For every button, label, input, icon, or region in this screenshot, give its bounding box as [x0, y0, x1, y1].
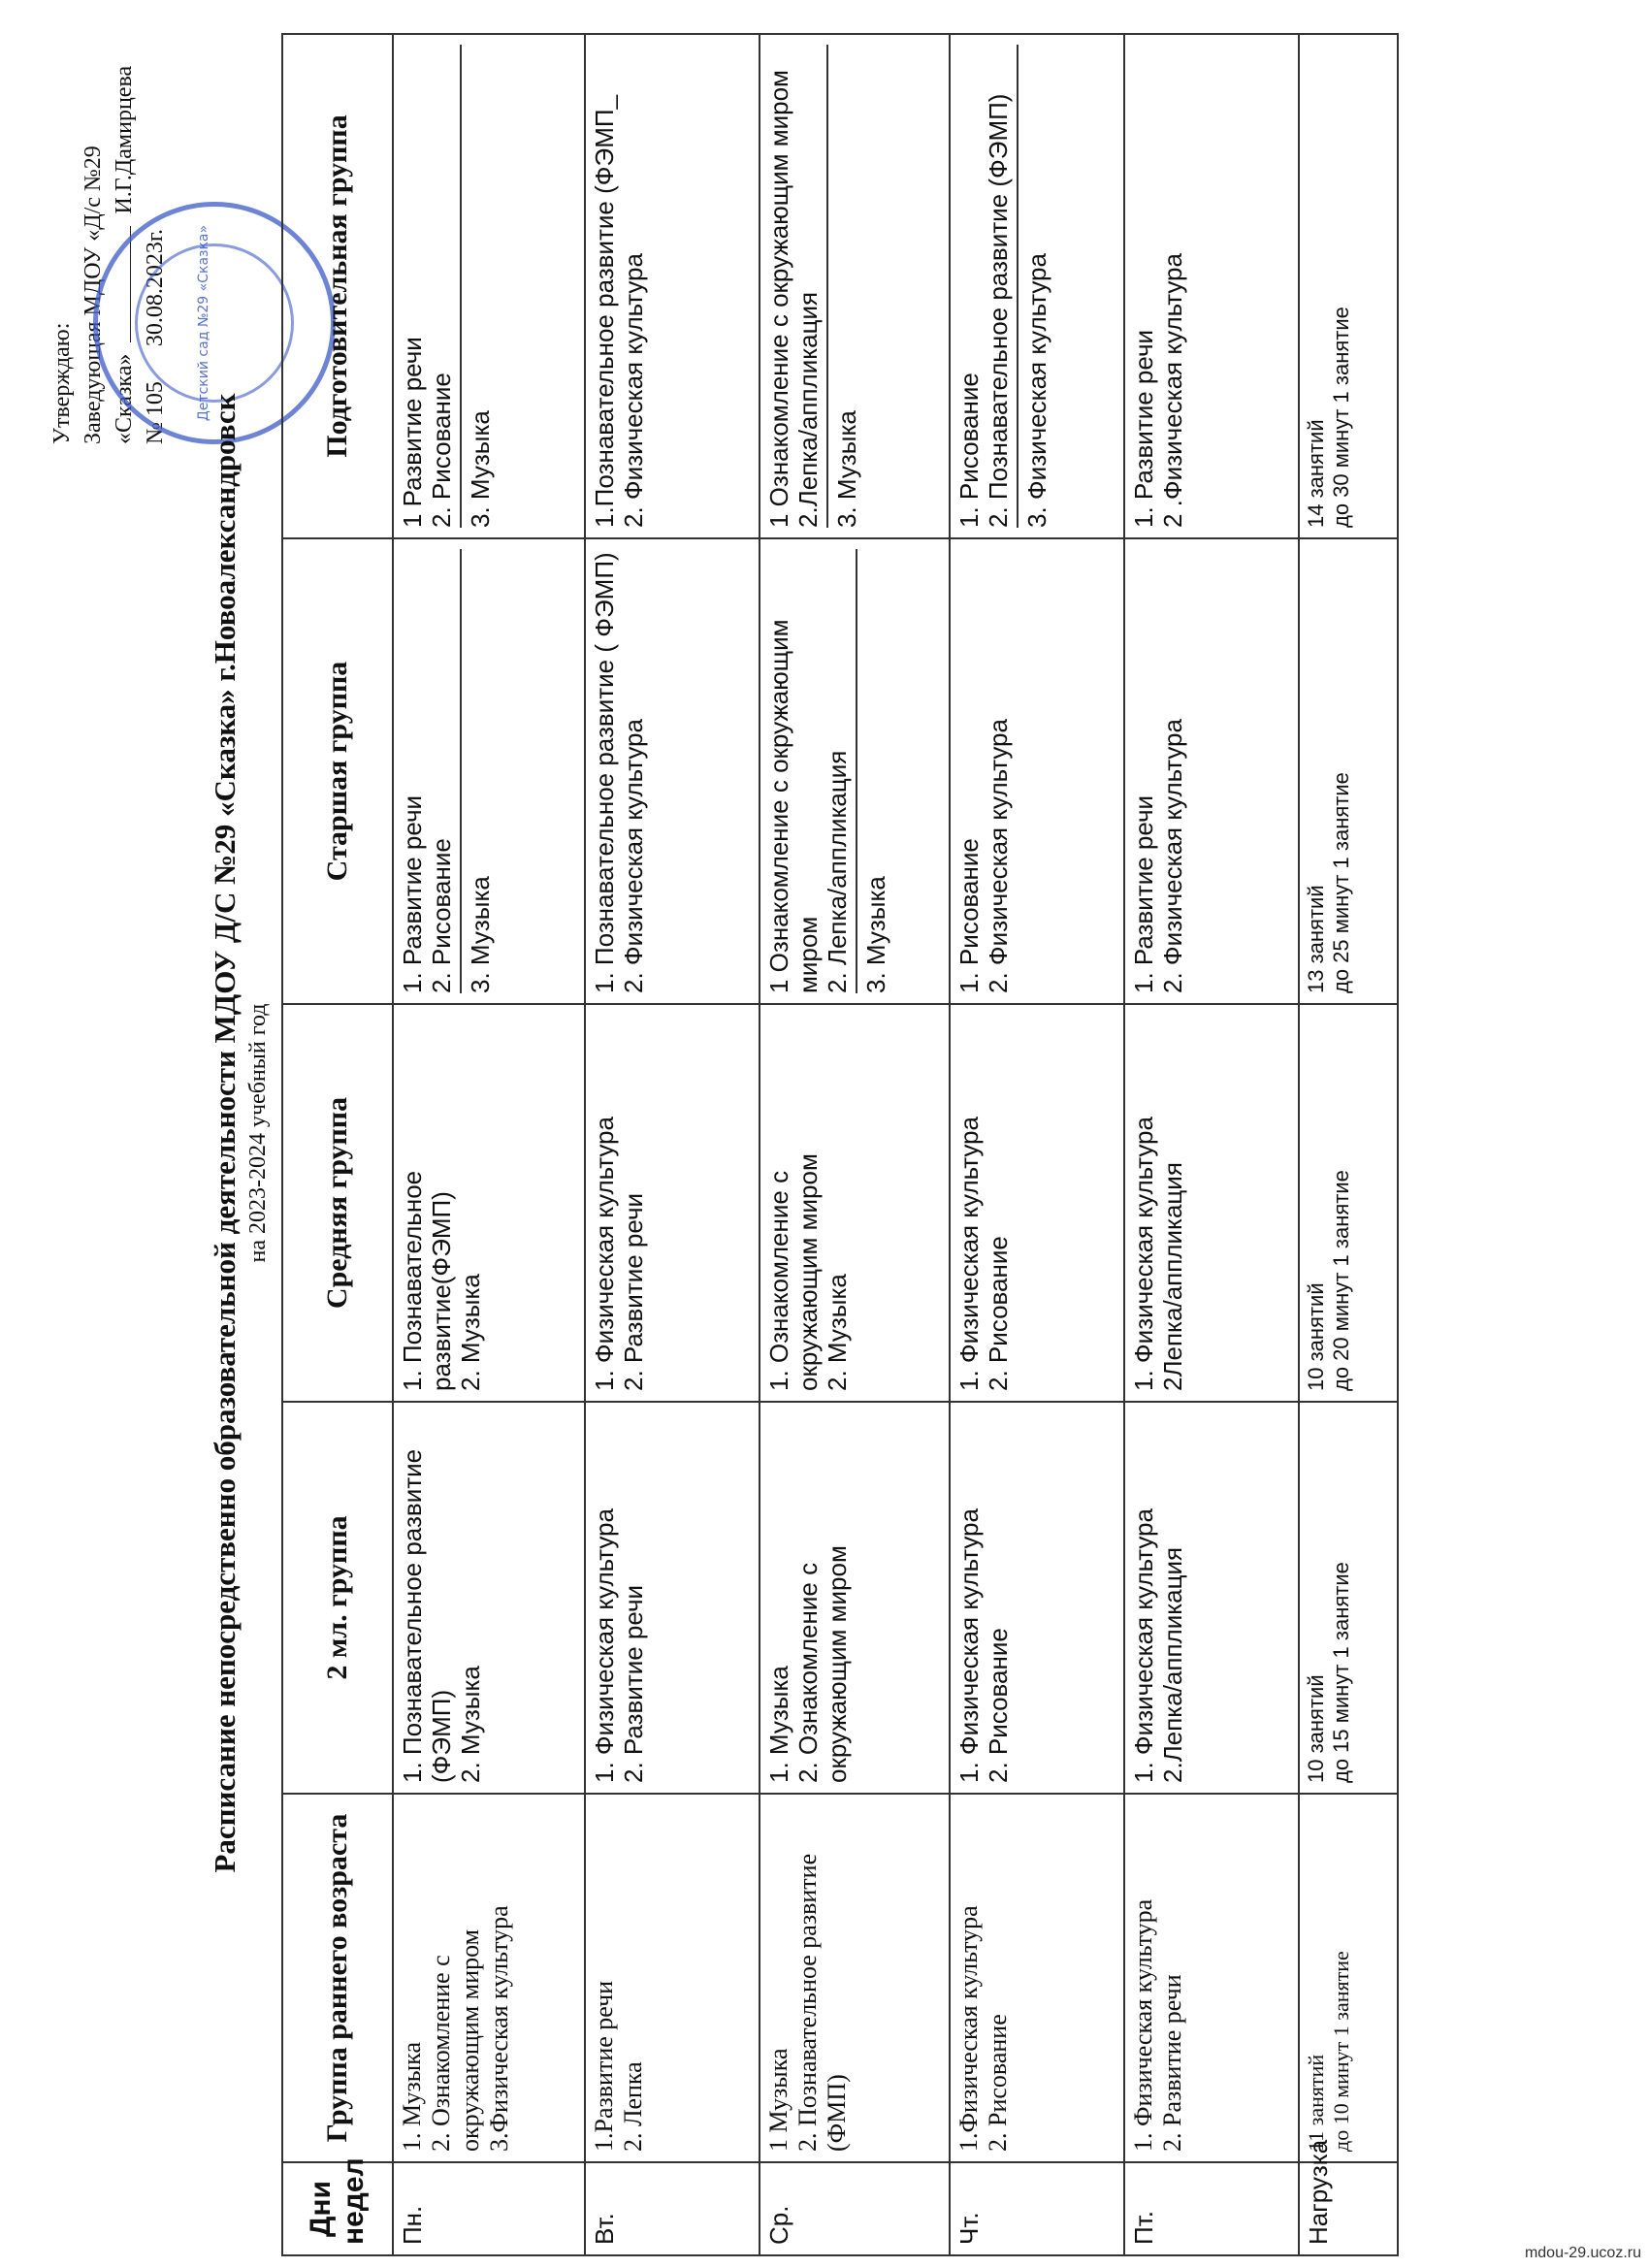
- cell-line: 2. Лепка/аппликация: [823, 750, 852, 993]
- cell-line: 11 занятий: [1304, 2054, 1328, 2152]
- cell-line: до 30 минут 1 занятие: [1329, 307, 1353, 528]
- cell-line: 2. Познавательное развитие (ФЭМП): [984, 93, 1013, 528]
- cell-line: 1. Физическая культура: [1129, 1508, 1158, 1783]
- cell-prep: [585, 34, 760, 538]
- cell-line: 1. Физическая культура: [590, 1508, 619, 1783]
- cell-line: 14 занятий: [1304, 419, 1328, 528]
- approval-signer: И.Г.Дамирцева: [112, 65, 137, 214]
- cell-junior2: [1299, 1402, 1398, 1794]
- table-row: [1299, 34, 1398, 2255]
- cell-prep: [950, 34, 1124, 538]
- cell-line: 2. Развитие речи: [619, 1584, 648, 1783]
- approval-line-2: Заведующая МДОУ «Д/с №29: [81, 146, 106, 444]
- cell-senior: [1124, 538, 1299, 1004]
- cell-line: 1 Ознакомление с окружающим миром: [764, 619, 823, 993]
- day-cell: Нагрузка: [1299, 2162, 1398, 2255]
- approval-order-no: № 105: [143, 381, 168, 444]
- cell-line: 1. Познавательное развитие ( ФЭМП): [590, 552, 619, 993]
- cell-prep: [393, 34, 585, 538]
- cell-line: 10 занятий: [1304, 1674, 1328, 1783]
- cell-line: 13 занятий: [1304, 885, 1328, 993]
- cell-line: 1. Физическая культура: [590, 1117, 619, 1391]
- cell-senior: [393, 538, 585, 1004]
- day-cell: Чт.: [950, 2162, 1124, 2255]
- cell-line: 2. Физическая культура: [619, 253, 648, 528]
- document-subtitle: на 2023-2024 учебный год: [245, 1003, 271, 1263]
- cell-line: 1. Развитие речи: [1129, 794, 1158, 993]
- cell-line: 3.Физическая культура: [485, 1905, 513, 2152]
- cell-junior2: [393, 1402, 585, 1794]
- cell-line: 2. Физическая культура: [1158, 719, 1187, 993]
- cell-senior: [585, 538, 760, 1004]
- cell-line: 1. Развитие речи: [1129, 329, 1158, 528]
- cell-line: 1. Музыка: [764, 1666, 793, 1783]
- header-preparatory: Подготовительная группа: [282, 34, 393, 538]
- cell-line: 10 занятий: [1304, 1282, 1328, 1391]
- cell-line: 2. Физическая культура: [984, 719, 1013, 993]
- cell-line: 1 Музыка: [764, 2048, 792, 2152]
- cell-line: 1.Физическая культура: [954, 1905, 983, 2152]
- cell-middle: [760, 1004, 950, 1402]
- day-cell: Вт.: [585, 2162, 760, 2255]
- cell-line: 1. Физическая культура: [954, 1117, 984, 1391]
- cell-line: 2.Лепка/аппликация: [1158, 1546, 1187, 1783]
- table-row: [760, 34, 950, 2255]
- cell-line: 1. Познавательное развитие (ФЭМП): [398, 1448, 456, 1783]
- table-row: [1124, 34, 1299, 2255]
- cell-line: 2. Развитие речи: [1158, 1974, 1186, 2152]
- cell-line: 2.Лепка/аппликация: [793, 291, 823, 528]
- day-cell: Пн.: [393, 2162, 585, 2255]
- cell-junior2: [760, 1402, 950, 1794]
- cell-line: 3. Музыка: [861, 876, 890, 993]
- table-header-row: [282, 34, 393, 2255]
- cell-middle: [585, 1004, 760, 1402]
- cell-line: до 20 минут 1 занятие: [1329, 1170, 1353, 1391]
- cell-line: 1. Музыка: [398, 2042, 426, 2152]
- cell-line: 1. Рисование: [954, 838, 984, 993]
- cell-line: 1. Физическая культура: [1129, 1898, 1157, 2152]
- cell-line: 2. Лепка: [619, 2061, 647, 2152]
- cell-line: 2. Рисование: [427, 838, 456, 993]
- document-title: Расписание непосредственно образовательной деятельности МДОУ Д/С №29 «Сказка» г.Новоалександровск: [208, 393, 242, 1873]
- header-early-age: Группа раннего возраста: [282, 1794, 393, 2162]
- cell-line: 2. Музыка: [456, 1274, 485, 1391]
- cell-line: 1. Рисование: [954, 373, 984, 528]
- cell-prep: [1124, 34, 1299, 538]
- cell-senior: [760, 538, 950, 1004]
- cell-line: 1. Физическая культура: [954, 1508, 984, 1783]
- schedule-table: [281, 33, 1399, 2256]
- approval-line-3: «Сказка»: [112, 353, 137, 444]
- cell-line: 2. Рисование: [427, 373, 456, 528]
- header-junior-2: 2 мл. группа: [282, 1402, 393, 1794]
- table-row: [950, 34, 1124, 2255]
- cell-line: 1.Познавательное развитие (ФЭМП_: [590, 94, 619, 528]
- table-row: [585, 34, 760, 2255]
- cell-line: до 15 минут 1 занятие: [1329, 1562, 1353, 1783]
- cell-line: 1. Ознакомление с окружающим миром: [764, 1153, 823, 1391]
- cell-line: 2 .Физическая культура: [1158, 253, 1187, 528]
- cell-junior2: [950, 1402, 1124, 1794]
- cell-line: 2. Рисование: [984, 2014, 1012, 2152]
- cell-line: 2. Физическая культура: [619, 719, 648, 993]
- cell-line: 1.Развитие речи: [590, 1980, 618, 2152]
- cell-line: 2. Рисование: [984, 1236, 1013, 1391]
- cell-prep: [1299, 34, 1398, 538]
- cell-line: 3. Музыка: [832, 410, 861, 528]
- cell-middle: [950, 1004, 1124, 1402]
- cell-line: до 25 минут 1 занятие: [1329, 772, 1353, 993]
- table-row: [393, 34, 585, 2255]
- cell-line: 2. Ознакомление с окружающим миром: [793, 1545, 852, 1783]
- cell-line: 3. Музыка: [466, 410, 495, 528]
- cell-early: [950, 1794, 1124, 2162]
- cell-line: 2. Музыка: [823, 1274, 852, 1391]
- day-cell: Пт.: [1124, 2162, 1299, 2255]
- cell-line: 1. Развитие речи: [398, 794, 427, 993]
- header-days: Дни недел: [282, 2162, 393, 2255]
- cell-early: [1299, 1794, 1398, 2162]
- cell-prep: [760, 34, 950, 538]
- cell-early: [393, 1794, 585, 2162]
- cell-line: 2. Познавательное развитие (ФМП): [793, 1853, 851, 2152]
- cell-line: 2Лепка/аппликация: [1158, 1162, 1187, 1391]
- stamp-text: Детский сад №29 «Сказка»: [196, 224, 211, 422]
- cell-line: 2. Ознакомление с окружающим миром: [427, 1928, 484, 2152]
- cell-senior: [950, 538, 1124, 1004]
- approval-line-1: Утверждаю:: [49, 322, 75, 444]
- cell-early: [760, 1794, 950, 2162]
- cell-early: [1124, 1794, 1299, 2162]
- table-body: [393, 34, 1398, 2255]
- cell-line: 2. Музыка: [456, 1666, 485, 1783]
- cell-line: 1. Физическая культура: [1129, 1117, 1158, 1391]
- approval-order-date: 30.08.2023г.: [143, 228, 168, 347]
- header-senior: Старшая группа: [282, 538, 393, 1004]
- cell-junior2: [1124, 1402, 1299, 1794]
- cell-line: 3. Музыка: [466, 876, 495, 993]
- cell-line: до 10 минут 1 занятие: [1329, 1951, 1353, 2152]
- cell-line: 2. Рисование: [984, 1628, 1013, 1783]
- cell-line: 1 Ознакомление с окружающим миром: [764, 70, 793, 528]
- day-cell: Ср.: [760, 2162, 950, 2255]
- cell-junior2: [585, 1402, 760, 1794]
- cell-line: 2. Развитие речи: [619, 1192, 648, 1391]
- cell-middle: [1299, 1004, 1398, 1402]
- cell-early: [585, 1794, 760, 2162]
- cell-line: 1. Познавательное развитие(ФЭМП): [398, 1170, 456, 1391]
- cell-line: 3. Физическая культура: [1022, 253, 1051, 528]
- header-middle: Средняя группа: [282, 1004, 393, 1402]
- cell-senior: [1299, 538, 1398, 1004]
- cell-middle: [393, 1004, 585, 1402]
- cell-middle: [1124, 1004, 1299, 1402]
- cell-line: 1 Развитие речи: [398, 337, 427, 528]
- footer-url: mdou-29.ucoz.ru: [1524, 2245, 1641, 2261]
